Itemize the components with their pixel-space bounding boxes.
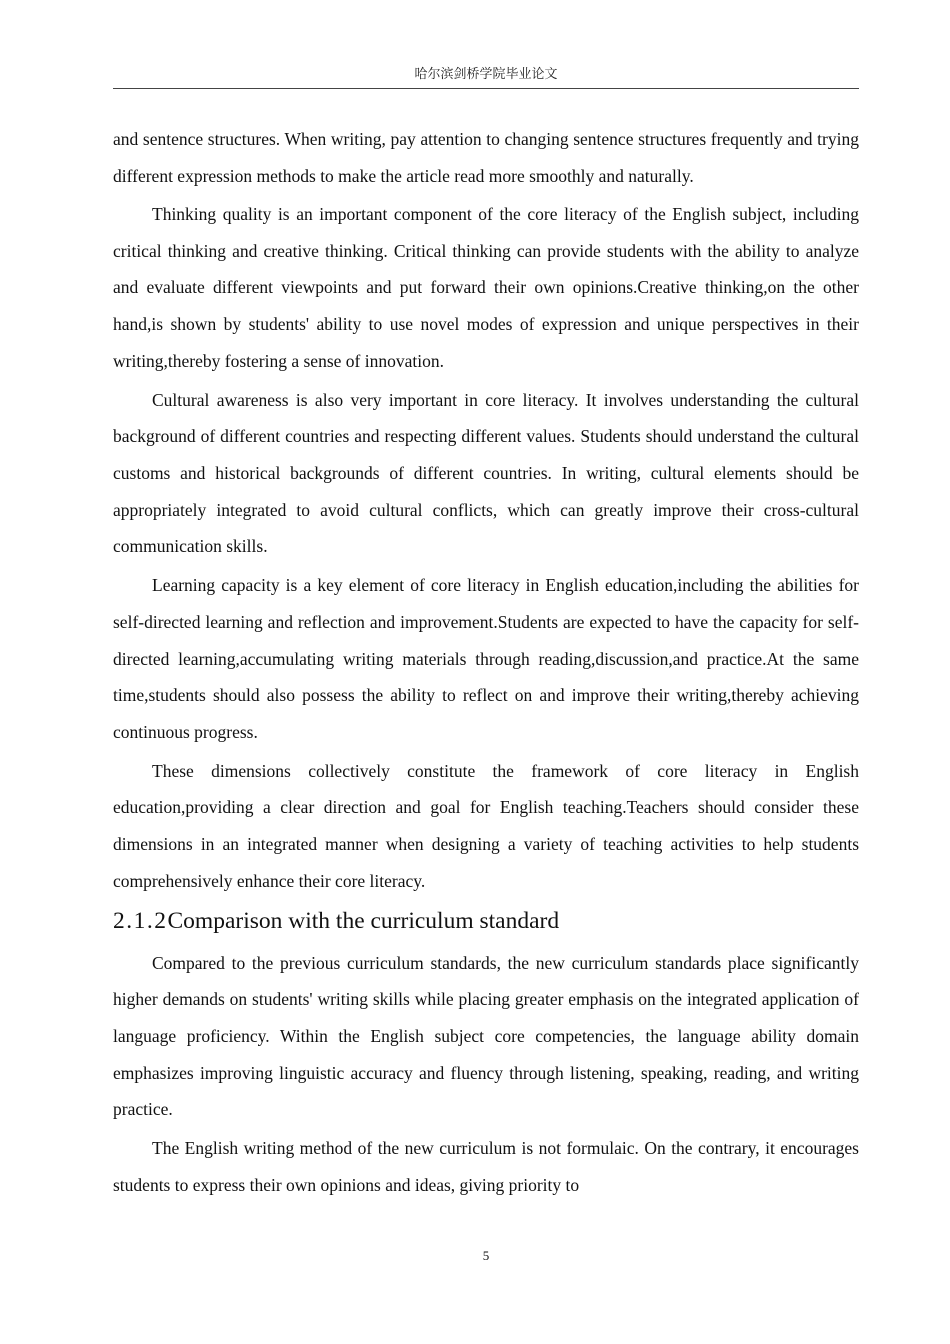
section-number: 2.1.2 [113, 907, 168, 934]
header-divider [113, 88, 859, 89]
paragraph-writing-method: The English writing method of the new curriculum is not formulaic. On the contrary, it encourages students to express their own opinions and ideas, giving priority to [113, 1138, 859, 1195]
paragraph-learning-capacity: Learning capacity is a key element of core literacy in English education,including the abilities for self-directed learning and reflection and improvement.Students are expected to have the capacity for self-directed learning,accumulating writing materials through reading,discussion,and practice.At the same time,students should also possess the ability to reflect on and improve their writing,thereby achieving continuous progress. [113, 575, 859, 742]
page-header-title: 哈尔滨剑桥学院毕业论文 [414, 67, 558, 82]
paragraph-curriculum-comparison: Compared to the previous curriculum standards, the new curriculum standards place significantly higher demands on students' writing skills while placing greater emphasis on the integrated application of language proficiency. Within the English subject core competencies, the language ability domain emphasizes improving linguistic accuracy and fluency through listening, speaking, reading, and writing practice. [113, 952, 859, 1120]
paragraph-cultural-awareness: Cultural awareness is also very important in core literacy. It involves understanding the cultural background of different countries and respecting different values. Students should understand the cultural customs and historical backgrounds of different countries. In writing, cultural elements should be appropriately integrated to avoid cultural conflicts, which can greatly improve their cross-cultural communication skills. [113, 389, 859, 557]
paragraph-thinking-quality: Thinking quality is an important component of the core literacy of the English subject, including critical thinking and creative thinking. Critical thinking can provide students with the ability to analyze and evaluate different viewpoints and put forward their own opinions.Creative thinking,on the other hand,is shown by students' ability to use novel modes of expression and unique perspectives in their writing,thereby fostering a sense of innovation. [113, 204, 859, 371]
section-title: Comparison with the curriculum standard [167, 907, 560, 934]
section-heading [113, 901, 859, 941]
body-text [113, 121, 859, 1206]
page-number: 5 [482, 1248, 490, 1263]
paragraph-continuation: and sentence structures. When writing, pay attention to changing sentence structures frequently and trying different expression methods to make the article read more smoothly and naturally. [113, 129, 859, 186]
paragraph-dimensions-summary: These dimensions collectively constitute the framework of core literacy in English education,providing a clear direction and goal for English teaching.Teachers should consider these dimensions in an integrated manner when designing a variety of teaching activities to help students comprehensively enhance their core literacy. [113, 760, 859, 891]
